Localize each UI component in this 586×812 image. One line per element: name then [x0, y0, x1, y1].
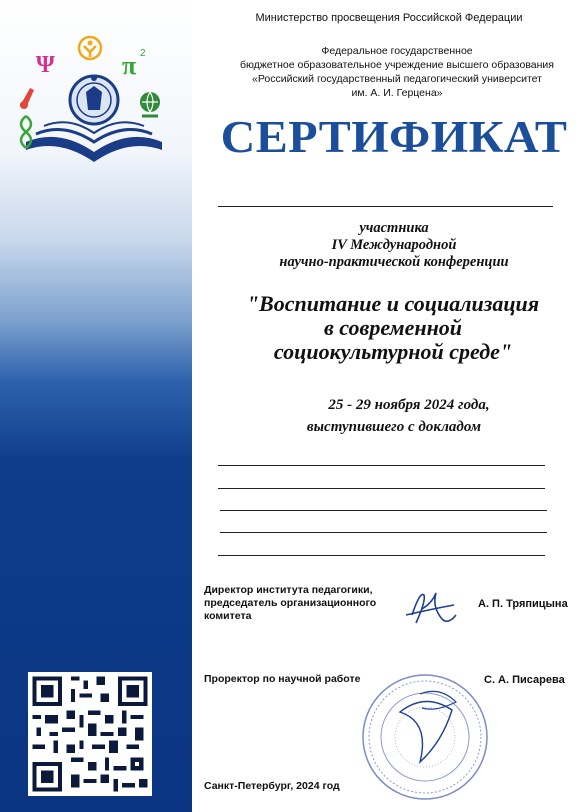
flask-icon [20, 88, 34, 109]
psi-icon: Ψ [36, 52, 55, 78]
participant-line: IV Международной [331, 237, 457, 253]
org-line: Федеральное государственное [321, 45, 473, 57]
director-name: А. П. Тряпицына [478, 598, 568, 610]
director-title-line: председатель организационного [204, 597, 377, 609]
conference-title [200, 292, 586, 364]
conference-title-line: в современной [323, 315, 463, 340]
participant-line: участника [359, 220, 429, 236]
director-title-line: комитета [204, 610, 252, 622]
university-seal [360, 672, 490, 802]
university-emblem-icon [70, 75, 118, 124]
pi-exponent: 2 [140, 48, 146, 59]
report-title-line [218, 488, 545, 489]
report-title-line [218, 465, 545, 466]
report-title-line [220, 532, 547, 533]
ministry-name: Министерство просвещения Российской Федерации [255, 12, 523, 24]
participant-line: научно-практической конференции [279, 254, 509, 270]
org-line: бюджетное образовательное учреждение высшего образования [240, 59, 554, 71]
prorector-title: Проректор по научной работе [204, 673, 361, 685]
figure-icon [79, 37, 101, 59]
director-signature [402, 585, 462, 627]
presented-line: выступившего с докладом [306, 419, 482, 435]
conference-title-line: "Воспитание и социализация [246, 291, 540, 316]
director-title [204, 584, 376, 623]
qr-code[interactable] [28, 672, 152, 796]
director-title-line: Директор института педагогики, [204, 584, 373, 596]
dates-line: 25 - 29 ноября 2024 года, [328, 397, 490, 413]
conference-title-line: социокультурной среде" [273, 339, 513, 364]
conference-dates [214, 394, 574, 438]
city-year: Санкт-Петербург, 2024 год [204, 780, 340, 792]
open-book-icon [26, 122, 162, 162]
recipient-name-line [218, 206, 553, 207]
report-title-line [220, 510, 547, 511]
organization-name [212, 44, 582, 100]
conference-logo [14, 30, 174, 180]
org-line: им. А. И. Герцена» [351, 87, 443, 99]
org-line: «Российский государственный педагогический университет [252, 73, 542, 85]
prorector-name: С. А. Писарева [484, 674, 565, 686]
globe-icon [140, 92, 160, 116]
pi-squared-icon: π [122, 51, 137, 80]
participant-description [214, 220, 574, 271]
certificate-title: СЕРТИФИКАТ [220, 112, 568, 163]
report-title-line [218, 555, 545, 556]
